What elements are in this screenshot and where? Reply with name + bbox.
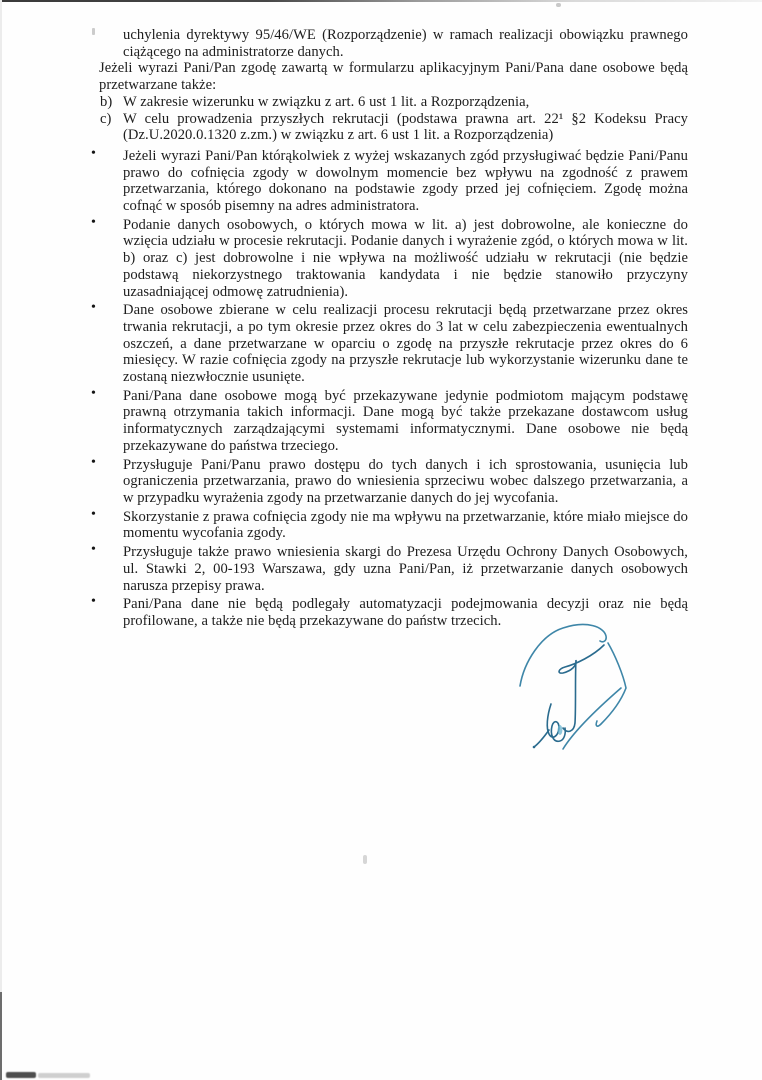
bullet-icon: • [91, 454, 96, 470]
paragraph-continuation: uchylenia dyrektywy 95/46/WE (Rozporządzenie) w ramach realizacji obowiązku prawnego ciążącego na administratorze danych. [123, 27, 688, 60]
bullet-icon: • [91, 145, 96, 161]
bullet-item-withdrawal-right [91, 145, 688, 215]
scan-artifact-speck [363, 855, 367, 864]
bullet-item-text: Skorzystanie z prawa cofnięcia zgody nie ma wpływu na przetwarzanie, które miało miejsce do momentu wycofania zgody. [123, 508, 688, 542]
bullet-icon: • [91, 506, 96, 522]
bullet-item-data-sharing [91, 385, 688, 455]
bullet-icon: • [91, 385, 96, 401]
scan-artifact-top-edge [0, 0, 762, 2]
scan-artifact-left-edge [0, 0, 2, 1080]
signature-ink-dot [533, 746, 536, 749]
signature-ink-accent [558, 725, 563, 735]
bullet-item-text: Pani/Pana dane osobowe mogą być przekazywane jedynie podmiotom mającym podstawę prawną otrzymania takich informacji. Dane mogą być także przekazane dostawcom usług informatycznych zarządzającymi systemami informatycznymi. Dane osobowe nie będą przekazywane do państwa trzeciego. [123, 387, 688, 454]
item-marker-c: c) [100, 110, 112, 127]
bullet-item-text: Dane osobowe zbierane w celu realizacji procesu rekrutacji będą przetwarzane przez okres trwania rekrutacji, a po tym okresie przez okres do 3 lat w celu zabezpieczenia ewentualnych oszczeń, a dane przetwarzane w oparciu o zgodę na przyszłe rekrutacje przez okres do 6 miesięcy. W razie cofnięcia zgody na przyszłe rekrutacje lub wykorzystanie wizerunku dane te zostaną niezwłocznie usunięte. [123, 302, 688, 386]
signature-stroke-right [596, 643, 626, 726]
item-marker-b: b) [100, 93, 113, 110]
bullet-list [91, 145, 688, 630]
bullet-icon: • [91, 300, 96, 316]
signature-stroke-squiggle [547, 704, 565, 741]
lead-paragraph: Jeżeli wyrazi Pani/Pan zgodę zawartą w formularzu aplikacyjnym Pani/Pana dane osobowe będą przetwarzane także: [99, 60, 688, 94]
bullet-item-withdrawal-effect [91, 506, 688, 542]
lettered-item-c-text: W celu prowadzenia przyszłych rekrutacji (podstawa prawna art. 22¹ §2 Kodeksu Pracy (Dz.U.2020.0.1320 z.zm.) w związku z art. 6 ust 1 lit. a Rozporządzenia) [123, 110, 688, 144]
bullet-icon: • [91, 542, 96, 558]
bullet-item-text: Przysługuje Pani/Panu prawo dostępu do tych danych i ich sprostowania, usunięcia lub ograniczenia przetwarzania, prawo do wniesienia sprzeciwu wobec dalszego przetwarzania, a w przypadku wyrażenia zgody na przetwarzanie danych do jej wycofania. [123, 456, 688, 506]
scan-artifact-speck [556, 3, 561, 7]
lettered-item-c [99, 111, 688, 144]
signature-scribble-icon [503, 616, 669, 762]
lettered-item-b-text: W zakresie wizerunku w związku z art. 6 ust 1 lit. a Rozporządzenia, [123, 93, 530, 110]
bullet-item-retention-period [91, 300, 688, 386]
bullet-item-text: Jeżeli wyrazi Pani/Pan którąkolwiek z wyżej wskazanych zgód przysługiwać będzie Pani/Panu prawo do cofnięcia zgody w dowolnym momencie bez wpływu na zgodność z prawem przetwarzania, którego dokonano na podstawie zgody przed jej cofnięciem. Zgodę można cofnąć w sposób pisemny na adres administratora. [123, 147, 688, 215]
signature-stroke-stem [559, 645, 604, 731]
lettered-item-b [99, 94, 688, 111]
bullet-item-text: Przysługuje także prawo wniesienia skargi do Prezesa Urzędu Ochrony Danych Osobowych, ul. Stawki 2, 00-193 Warszawa, gdy uzna Pani/Pan, iż przetwarzanie danych osobowych narusza przepisy prawa. [123, 544, 688, 594]
scan-artifact-bottom-smudge [6, 1072, 36, 1078]
bullet-item-text: Podanie danych osobowych, o których mowa w lit. a) jest dobrowolne, ale konieczne do wzięcia udziału w procesie rekrutacji. Podanie danych i wyrażenie zgód, o których mowa w lit. b) oraz c) jest dobrowolne i nie wpływa na możliwość udziału w rekrutacji (nie będzie podstawą niekorzystnego traktowania kandydata i nie będzie stanowiło przyczyny uzasadniającej odmowę zatrudnienia). [123, 216, 688, 300]
scan-artifact-bottom-smudge-light [38, 1073, 90, 1078]
bullet-item-text: Pani/Pana dane nie będą podlegały automatyzacji podejmowania decyzji oraz nie będą profilowane, a także nie będą przekazywane do państw trzecich. [123, 596, 688, 629]
bullet-item-complaint-right [91, 542, 688, 594]
signature-stroke-diagonal [563, 688, 621, 749]
handwritten-signature [503, 616, 669, 762]
scan-artifact-speck [92, 28, 95, 35]
scan-artifact-left-edge-dark [0, 992, 2, 1080]
bullet-icon: • [91, 214, 96, 230]
signature-stroke-arc [520, 624, 606, 686]
bullet-item-voluntary-data [91, 214, 688, 301]
bullet-icon: • [91, 594, 96, 610]
bullet-item-access-rights [91, 454, 688, 507]
signature-stroke-tail [534, 730, 549, 747]
document-body-text [91, 27, 688, 630]
